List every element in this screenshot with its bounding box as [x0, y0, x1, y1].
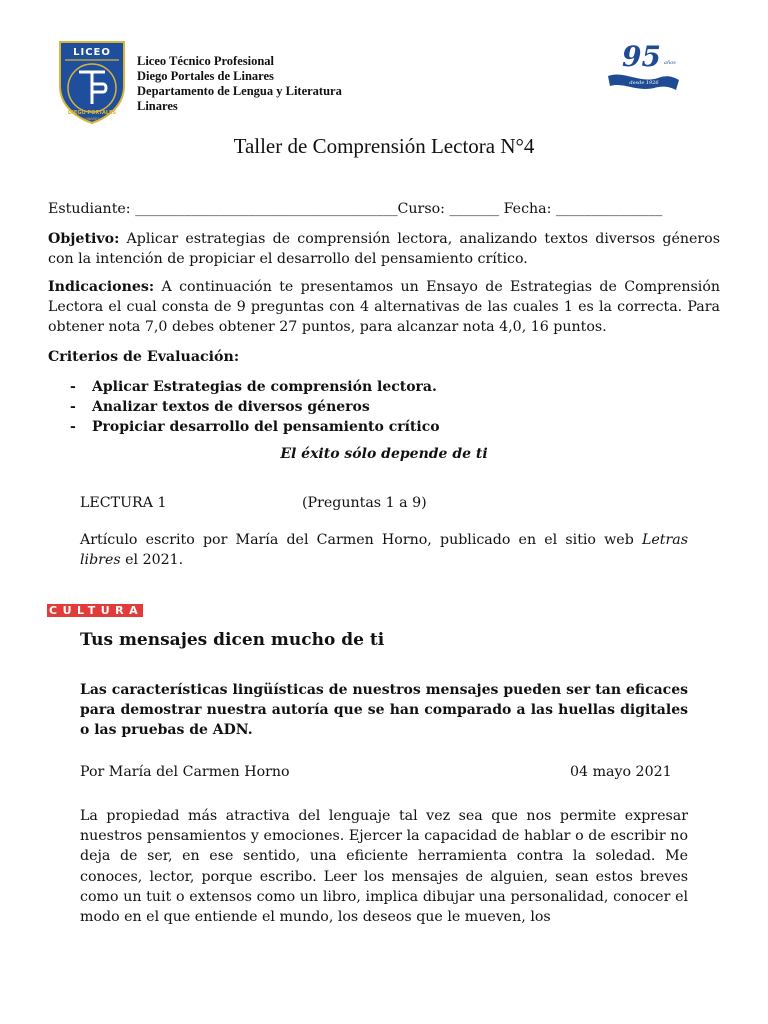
- section-tag: CULTURA: [49, 604, 144, 617]
- objective-paragraph: [48, 229, 720, 269]
- objective-label: Objetivo:: [48, 231, 120, 247]
- article-byline: Por María del Carmen Horno: [80, 764, 290, 780]
- anniversary-logo: [606, 40, 682, 96]
- anniversary-tagline: desde 1926: [629, 80, 659, 86]
- indications-paragraph: [48, 277, 720, 337]
- article-date: 04 mayo 2021: [570, 764, 672, 780]
- source-text-after: el 2021.: [120, 552, 184, 569]
- reading-label: LECTURA 1: [80, 495, 167, 511]
- criteria-item: - Analizar textos de diversos géneros: [70, 399, 370, 415]
- article-body: La propiedad más atractiva del lenguaje tal vez sea que nos permite expresar nuestros pensamientos y emociones. Ejercer la capacidad de hablar o de escribir no deja de ser, en ese sentido, una eficiente herramienta contra la soledad. Me conoces, lector, porque escribo. Leer los mensajes de alguien, sean estos breves como un tuit o extensos como un libro, implica dibujar una personalidad, conocer el modo en el que entiende el mundo, los deseos que le mueven, los: [80, 808, 688, 926]
- crest-ring-text: DIEGO PORTALES: [67, 110, 117, 116]
- objective-text: Aplicar estrategias de comprensión lectora, analizando textos diversos géneros con la intención de propiciar el desarrollo del pensamiento crítico.: [48, 231, 720, 267]
- criteria-item-text: Analizar textos de diversos géneros: [92, 399, 370, 415]
- page-title: Taller de Comprensión Lectora N°4: [233, 134, 535, 158]
- anniversary-suffix: años: [664, 60, 676, 66]
- indications-label: Indicaciones:: [48, 279, 155, 295]
- school-crest-logo: [57, 40, 127, 124]
- criteria-item: - Propiciar desarrollo del pensamiento crítico: [70, 419, 440, 435]
- source-text-before: Artículo escrito por María del Carmen Horno, publicado en el sitio web: [80, 532, 642, 548]
- school-line-1: Liceo Técnico Profesional: [137, 54, 275, 68]
- crest-bottom-text: LINARES: [84, 117, 100, 121]
- student-info-line: Estudiante: _____________________________________Curso: _______ Fecha: _______________: [48, 201, 663, 217]
- school-line-2: Diego Portales de Linares: [137, 69, 274, 83]
- school-info: [137, 54, 342, 114]
- source-site: Letras libres: [80, 532, 688, 569]
- school-line-3: Departamento de Lengua y Literatura: [137, 84, 342, 98]
- school-line-4: Linares: [137, 99, 178, 113]
- indications-text: A continuación te presentamos un Ensayo de Estrategias de Comprensión Lectora el cual consta de 9 preguntas con 4 alternativas de las cuales 1 es la correcta. Para obtener nota 7,0 debes obtener 27 puntos, para alcanzar nota 4,0, 16 puntos.: [48, 279, 720, 335]
- article-lead: Las características lingüísticas de nuestros mensajes pueden ser tan eficaces para demostrar nuestra autoría que se han comparado a las huellas digitales o las pruebas de ADN.: [80, 682, 688, 738]
- criteria-heading: Criterios de Evaluación:: [48, 349, 240, 365]
- anniversary-number: 95: [622, 40, 661, 73]
- motto: El éxito sólo depende de ti: [280, 446, 488, 462]
- article-headline: Tus mensajes dicen mucho de ti: [80, 630, 385, 650]
- reading-questions: (Preguntas 1 a 9): [302, 495, 427, 511]
- criteria-item-text: Propiciar desarrollo del pensamiento crítico: [92, 419, 440, 435]
- criteria-item-text: Aplicar Estrategias de comprensión lectora.: [92, 379, 437, 395]
- source-paragraph: [80, 530, 688, 570]
- criteria-item: - Aplicar Estrategias de comprensión lectora.: [70, 379, 437, 395]
- crest-top-text: LICEO: [73, 47, 111, 58]
